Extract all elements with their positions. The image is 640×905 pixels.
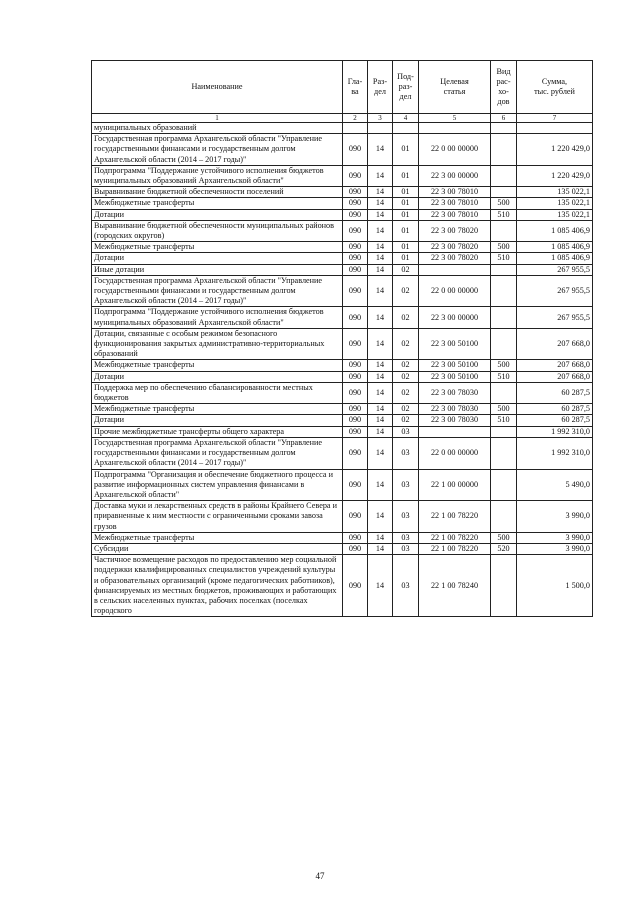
row-podrazdel: 01 <box>393 242 419 253</box>
row-razdel: 14 <box>368 469 393 501</box>
row-target: 22 3 00 50100 <box>419 328 491 360</box>
table-row <box>92 134 593 166</box>
row-podrazdel: 01 <box>393 198 419 209</box>
row-target: 22 3 00 78010 <box>419 198 491 209</box>
row-podrazdel: 01 <box>393 187 419 198</box>
row-sum: 60 287,5 <box>517 415 593 426</box>
row-target: 22 1 00 78220 <box>419 543 491 554</box>
table-row <box>92 360 593 371</box>
row-sum: 1 992 310,0 <box>517 426 593 437</box>
row-glava: 090 <box>343 220 368 241</box>
row-name: Дотации <box>92 253 343 264</box>
row-target <box>419 264 491 275</box>
row-podrazdel: 03 <box>393 555 419 617</box>
budget-table <box>91 60 593 617</box>
row-glava: 090 <box>343 242 368 253</box>
row-razdel: 14 <box>368 532 393 543</box>
row-sum: 60 287,5 <box>517 382 593 403</box>
row-sum: 135 022,1 <box>517 187 593 198</box>
row-target: 22 1 00 00000 <box>419 469 491 501</box>
row-razdel: 14 <box>368 165 393 186</box>
table-row <box>92 532 593 543</box>
row-glava: 090 <box>343 209 368 220</box>
table-row <box>92 555 593 617</box>
row-target: 22 1 00 78220 <box>419 532 491 543</box>
row-podrazdel: 03 <box>393 532 419 543</box>
row-vid <box>491 437 517 469</box>
row-glava: 090 <box>343 328 368 360</box>
row-vid <box>491 134 517 166</box>
row-glava: 090 <box>343 253 368 264</box>
table-row <box>92 501 593 533</box>
row-target: 22 3 00 78010 <box>419 209 491 220</box>
row-vid <box>491 307 517 328</box>
row-podrazdel: 01 <box>393 165 419 186</box>
row-sum: 1 085 406,9 <box>517 253 593 264</box>
header-sum: Сумма, тыс. рублей <box>517 61 593 114</box>
row-target: 22 0 00 00000 <box>419 134 491 166</box>
row-name: Субсидии <box>92 543 343 554</box>
row-razdel: 14 <box>368 328 393 360</box>
row-name: Межбюджетные трансферты <box>92 242 343 253</box>
row-podrazdel: 02 <box>393 264 419 275</box>
row-sum: 3 990,0 <box>517 543 593 554</box>
table-row <box>92 543 593 554</box>
row-sum: 3 990,0 <box>517 532 593 543</box>
table-row <box>92 253 593 264</box>
row-glava: 090 <box>343 469 368 501</box>
row-podrazdel: 01 <box>393 209 419 220</box>
row-name: Выравнивание бюджетной обеспеченности поселений <box>92 187 343 198</box>
row-name: Подпрограмма "Поддержание устойчивого исполнения бюджетов муниципальных образований Архангельской области" <box>92 307 343 328</box>
row-vid <box>491 187 517 198</box>
row-sum: 1 085 406,9 <box>517 242 593 253</box>
table-row <box>92 165 593 186</box>
row-razdel: 14 <box>368 371 393 382</box>
row-target: 22 3 00 78020 <box>419 242 491 253</box>
row-razdel: 14 <box>368 242 393 253</box>
row-podrazdel: 03 <box>393 543 419 554</box>
row-sum: 207 668,0 <box>517 328 593 360</box>
row-sum: 207 668,0 <box>517 360 593 371</box>
row-sum: 267 955,5 <box>517 275 593 307</box>
row-sum: 60 287,5 <box>517 404 593 415</box>
row-name: Государственная программа Архангельской области "Управление государственными финансами и государственным долгом Архангельской области (2014 – 2017 годы)" <box>92 437 343 469</box>
row-target: 22 3 00 78010 <box>419 187 491 198</box>
row-glava: 090 <box>343 198 368 209</box>
row-razdel: 14 <box>368 555 393 617</box>
row-vid <box>491 501 517 533</box>
row-glava: 090 <box>343 426 368 437</box>
row-sum: 1 992 310,0 <box>517 437 593 469</box>
row-razdel: 14 <box>368 415 393 426</box>
row-target: 22 3 00 50100 <box>419 360 491 371</box>
budget-table-sheet <box>91 60 592 617</box>
row-target <box>419 426 491 437</box>
row-vid: 510 <box>491 415 517 426</box>
row-name: Межбюджетные трансферты <box>92 360 343 371</box>
row-sum: 1 220 429,0 <box>517 134 593 166</box>
row-vid <box>491 426 517 437</box>
row-razdel: 14 <box>368 209 393 220</box>
row-name: Частичное возмещение расходов по предоставлению мер социальной поддержки квалифицированных специалистов учреждений культуры и образовательных организаций (кроме педагогических работников), финансируемых из местных бюджетов, проживающих и работающих в сельских населенных пунктах, рабочих поселках (поселках городского <box>92 555 343 617</box>
column-number-row <box>92 114 593 123</box>
row-vid <box>491 123 517 134</box>
table-row <box>92 404 593 415</box>
row-name: Дотации <box>92 209 343 220</box>
row-glava: 090 <box>343 415 368 426</box>
row-target: 22 1 00 78220 <box>419 501 491 533</box>
row-target: 22 1 00 78240 <box>419 555 491 617</box>
row-sum: 1 500,0 <box>517 555 593 617</box>
header-razdel: Раз- дел <box>368 61 393 114</box>
table-row <box>92 242 593 253</box>
row-target: 22 0 00 00000 <box>419 437 491 469</box>
row-vid <box>491 382 517 403</box>
header-glava: Гла- ва <box>343 61 368 114</box>
row-razdel: 14 <box>368 198 393 209</box>
table-header-row <box>92 61 593 114</box>
row-name: Дотации, связанные с особым режимом безопасного функционирования закрытых административно-территориальных образований <box>92 328 343 360</box>
header-podrazdel: Под- раз- дел <box>393 61 419 114</box>
column-number: 2 <box>343 114 368 123</box>
row-name: Выравнивание бюджетной обеспеченности муниципальных районов (городских округов) <box>92 220 343 241</box>
row-target: 22 3 00 00000 <box>419 307 491 328</box>
row-vid <box>491 275 517 307</box>
row-target: 22 3 00 78030 <box>419 404 491 415</box>
row-glava: 090 <box>343 165 368 186</box>
row-glava: 090 <box>343 307 368 328</box>
column-number: 3 <box>368 114 393 123</box>
row-podrazdel: 03 <box>393 469 419 501</box>
table-row <box>92 382 593 403</box>
row-podrazdel: 02 <box>393 275 419 307</box>
table-row <box>92 198 593 209</box>
row-glava: 090 <box>343 187 368 198</box>
row-podrazdel: 03 <box>393 501 419 533</box>
row-razdel <box>368 123 393 134</box>
row-glava: 090 <box>343 264 368 275</box>
row-glava: 090 <box>343 404 368 415</box>
row-razdel: 14 <box>368 501 393 533</box>
row-name: Межбюджетные трансферты <box>92 532 343 543</box>
row-podrazdel: 02 <box>393 415 419 426</box>
row-razdel: 14 <box>368 404 393 415</box>
row-vid: 500 <box>491 198 517 209</box>
row-podrazdel: 02 <box>393 404 419 415</box>
row-vid <box>491 555 517 617</box>
row-target <box>419 123 491 134</box>
row-name: Иные дотации <box>92 264 343 275</box>
table-row <box>92 415 593 426</box>
row-podrazdel: 01 <box>393 220 419 241</box>
table-row <box>92 437 593 469</box>
row-sum: 3 990,0 <box>517 501 593 533</box>
header-name: Наименование <box>92 61 343 114</box>
row-vid: 510 <box>491 371 517 382</box>
row-sum: 1 220 429,0 <box>517 165 593 186</box>
row-vid: 500 <box>491 532 517 543</box>
row-vid <box>491 220 517 241</box>
row-glava: 090 <box>343 543 368 554</box>
row-vid <box>491 469 517 501</box>
table-row <box>92 264 593 275</box>
table-row <box>92 209 593 220</box>
row-sum <box>517 123 593 134</box>
row-razdel: 14 <box>368 220 393 241</box>
row-podrazdel: 02 <box>393 382 419 403</box>
row-target: 22 3 00 78020 <box>419 220 491 241</box>
row-glava: 090 <box>343 555 368 617</box>
row-vid: 520 <box>491 543 517 554</box>
row-name: Дотации <box>92 415 343 426</box>
page-number: 47 <box>315 871 325 881</box>
row-name: Подпрограмма "Поддержание устойчивого исполнения бюджетов муниципальных образований Архангельской области" <box>92 165 343 186</box>
row-podrazdel: 01 <box>393 253 419 264</box>
row-razdel: 14 <box>368 264 393 275</box>
row-sum: 5 490,0 <box>517 469 593 501</box>
row-podrazdel <box>393 123 419 134</box>
table-row <box>92 275 593 307</box>
row-glava <box>343 123 368 134</box>
row-glava: 090 <box>343 134 368 166</box>
table-row <box>92 123 593 134</box>
row-name: Прочие межбюджетные трансферты общего характера <box>92 426 343 437</box>
column-number: 1 <box>92 114 343 123</box>
row-razdel: 14 <box>368 275 393 307</box>
row-name: Подпрограмма "Организация и обеспечение бюджетного процесса и развитие информационных систем управления финансами в Архангельской области" <box>92 469 343 501</box>
header-vid: Вид рас- хо- дов <box>491 61 517 114</box>
row-vid <box>491 328 517 360</box>
table-row <box>92 426 593 437</box>
row-razdel: 14 <box>368 187 393 198</box>
row-podrazdel: 02 <box>393 307 419 328</box>
row-sum: 267 955,5 <box>517 307 593 328</box>
table-row <box>92 307 593 328</box>
row-podrazdel: 03 <box>393 437 419 469</box>
table-row <box>92 469 593 501</box>
row-name: Межбюджетные трансферты <box>92 404 343 415</box>
row-target: 22 3 00 50100 <box>419 371 491 382</box>
row-glava: 090 <box>343 371 368 382</box>
row-sum: 207 668,0 <box>517 371 593 382</box>
table-row <box>92 371 593 382</box>
table-row <box>92 328 593 360</box>
row-razdel: 14 <box>368 134 393 166</box>
row-name: муниципальных образований <box>92 123 343 134</box>
column-number: 5 <box>419 114 491 123</box>
row-sum: 267 955,5 <box>517 264 593 275</box>
row-sum: 135 022,1 <box>517 198 593 209</box>
row-vid: 510 <box>491 253 517 264</box>
row-glava: 090 <box>343 382 368 403</box>
row-target: 22 3 00 78030 <box>419 415 491 426</box>
row-target: 22 0 00 00000 <box>419 275 491 307</box>
row-vid: 500 <box>491 404 517 415</box>
row-vid: 510 <box>491 209 517 220</box>
row-sum: 1 085 406,9 <box>517 220 593 241</box>
row-glava: 090 <box>343 437 368 469</box>
row-podrazdel: 02 <box>393 328 419 360</box>
column-number: 7 <box>517 114 593 123</box>
row-name: Государственная программа Архангельской области "Управление государственными финансами и государственным долгом Архангельской области (2014 – 2017 годы)" <box>92 275 343 307</box>
row-vid: 500 <box>491 360 517 371</box>
row-razdel: 14 <box>368 360 393 371</box>
row-name: Государственная программа Архангельской области "Управление государственными финансами и государственным долгом Архангельской области (2014 – 2017 годы)" <box>92 134 343 166</box>
table-row <box>92 220 593 241</box>
row-razdel: 14 <box>368 253 393 264</box>
row-podrazdel: 02 <box>393 360 419 371</box>
row-name: Дотации <box>92 371 343 382</box>
row-name: Межбюджетные трансферты <box>92 198 343 209</box>
row-vid: 500 <box>491 242 517 253</box>
row-podrazdel: 01 <box>393 134 419 166</box>
row-glava: 090 <box>343 275 368 307</box>
row-vid <box>491 165 517 186</box>
row-name: Поддержка мер по обеспечению сбалансированности местных бюджетов <box>92 382 343 403</box>
row-name: Доставка муки и лекарственных средств в районы Крайнего Севера и приравненные к ним местности с ограниченными сроками завоза грузов <box>92 501 343 533</box>
header-target: Целевая статья <box>419 61 491 114</box>
row-glava: 090 <box>343 360 368 371</box>
row-podrazdel: 03 <box>393 426 419 437</box>
row-podrazdel: 02 <box>393 371 419 382</box>
column-number: 6 <box>491 114 517 123</box>
column-number: 4 <box>393 114 419 123</box>
row-razdel: 14 <box>368 382 393 403</box>
row-razdel: 14 <box>368 426 393 437</box>
row-razdel: 14 <box>368 543 393 554</box>
row-razdel: 14 <box>368 437 393 469</box>
row-target: 22 3 00 00000 <box>419 165 491 186</box>
row-target: 22 3 00 78020 <box>419 253 491 264</box>
table-row <box>92 187 593 198</box>
row-target: 22 3 00 78030 <box>419 382 491 403</box>
row-vid <box>491 264 517 275</box>
row-sum: 135 022,1 <box>517 209 593 220</box>
row-glava: 090 <box>343 532 368 543</box>
row-razdel: 14 <box>368 307 393 328</box>
row-glava: 090 <box>343 501 368 533</box>
